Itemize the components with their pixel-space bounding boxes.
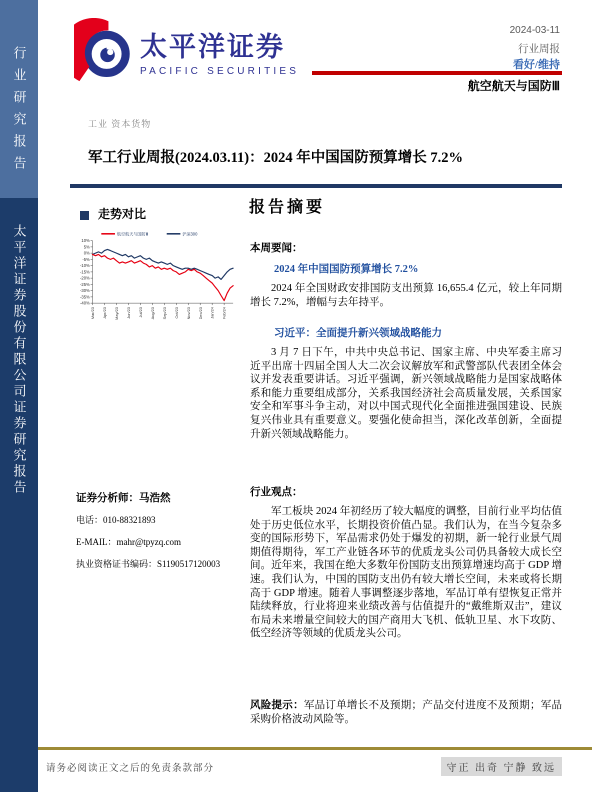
analyst-phone: 电话：010-88321893 bbox=[76, 515, 156, 525]
svg-text:-35%: -35% bbox=[79, 294, 90, 300]
risk-warning bbox=[250, 699, 562, 727]
news1-title: 2024 年中国国防预算增长 7.2% bbox=[274, 264, 419, 275]
section-bullet-square bbox=[80, 211, 89, 220]
news1-body: 2024 年全国财政安排国防支出预算 16,655.4 亿元，较上年同期增长 7.2%，增幅与去年持平。 bbox=[250, 283, 562, 308]
svg-text:Aug/23: Aug/23 bbox=[149, 307, 155, 320]
logo-name-en: PACIFIC SECURITIES bbox=[140, 66, 300, 77]
footer-gold-rule bbox=[38, 747, 592, 750]
analyst-email: E-MAIL：mahr@tpyzq.com bbox=[76, 537, 182, 547]
svg-text:Jun/23: Jun/23 bbox=[125, 307, 131, 319]
svg-text:Jan/24: Jan/24 bbox=[209, 307, 215, 319]
svg-text:-15%: -15% bbox=[79, 269, 90, 275]
industry-view-body: 军工板块 2024 年初经历了较大幅度的调整，目前行业平均估值处于历史低位水平，长期投资价值凸显。我们认为，在当今复杂多变的国际形势下，军品需求仍处于爆发的初期，新一轮行业景气周期值得期待，军工产业链各环节的优质龙头公司仍具备较大成长空间。近年来，我国在绝大多数年份国防支出预算增速均高于 GDP 增速。我们认为，中国的国防支出仍有较大增长空间，未来或将长期高于 GDP 增速。随着人事调整逐步落地，军品订单有望恢复正常并陆续释放，行业将迎来业绩改善与估值提升的“戴维斯双击”，建议布局未来增量空间较大的国产商用大飞机、低轨卫星、水下攻防、低空经济等领域的优质龙头公司。 bbox=[250, 506, 562, 640]
svg-text:May/23: May/23 bbox=[114, 307, 120, 320]
weekly-news-label: 本周要闻： bbox=[250, 243, 303, 254]
analyst-license: 执业资格证书编码：S1190517120003 bbox=[76, 559, 221, 569]
risk-warning-body: 军品订单增长不及预期；产品交付进度不及预期；军品采购价格波动风险等。 bbox=[250, 700, 563, 725]
svg-text:Feb/24: Feb/24 bbox=[221, 307, 227, 320]
industry-view-label: 行业观点： bbox=[250, 487, 303, 498]
analyst-name: 证券分析师：马浩然 bbox=[76, 493, 171, 504]
news2-title: 习近平：全面提升新兴领域战略能力 bbox=[274, 328, 442, 339]
svg-text:-5%: -5% bbox=[82, 256, 90, 262]
rating-badge: 看好/维持 bbox=[512, 59, 560, 71]
sidebar-top-band bbox=[0, 0, 38, 198]
industry-category: 工业 资本货物 bbox=[88, 119, 152, 129]
svg-text:Sep/23: Sep/23 bbox=[161, 307, 167, 320]
svg-text:-20%: -20% bbox=[79, 275, 90, 281]
logo-text-block bbox=[140, 34, 299, 77]
sidebar-bottom-label: 太平洋证券股份有限公司证券研究报告 bbox=[11, 224, 27, 496]
svg-text:航空航天与国防Ⅲ: 航空航天与国防Ⅲ bbox=[116, 231, 149, 237]
news2-body: 3 月 7 日下午，中共中央总书记、国家主席、中央军委主席习近平出席十四届全国人大二次会议解放军和武警部队代表团全体会议并发表重要讲话。习近平强调，新兴领域战略能力是国家战略体系和能力重要组成部分，关系我国经济社会高质量发展，关系国家安全和军事斗争主动，对以中国式现代化全面推进强国建设、民族复兴伟业具有重要意义。要强化使命担当，深化改革创新，全面提升新兴领域战略能力。 bbox=[250, 347, 562, 440]
svg-text:Oct/23: Oct/23 bbox=[173, 307, 179, 319]
red-divider-rule bbox=[312, 71, 562, 75]
footer-motto: 守正 出奇 宁静 致远 bbox=[441, 757, 563, 776]
svg-text:Dec/23: Dec/23 bbox=[197, 307, 203, 320]
svg-text:10%: 10% bbox=[81, 238, 90, 244]
risk-warning-label: 风险提示： bbox=[250, 700, 304, 711]
industry-name: 航空航天与国防Ⅲ bbox=[467, 79, 560, 93]
navy-divider-rule bbox=[70, 184, 562, 188]
svg-text:5%: 5% bbox=[83, 244, 90, 250]
svg-text:-40%: -40% bbox=[79, 300, 90, 306]
svg-text:-30%: -30% bbox=[79, 288, 90, 294]
company-logo bbox=[74, 18, 299, 93]
analyst-block bbox=[76, 490, 246, 579]
sidebar-bottom-band bbox=[0, 198, 38, 792]
svg-text:Jul/23: Jul/23 bbox=[137, 307, 143, 318]
svg-text:沪深300: 沪深300 bbox=[182, 231, 198, 237]
trend-chart-title: 走势对比 bbox=[98, 207, 147, 221]
svg-text:0%: 0% bbox=[83, 250, 90, 256]
svg-text:-10%: -10% bbox=[79, 263, 90, 269]
svg-text:Apr/23: Apr/23 bbox=[102, 307, 108, 319]
svg-text:Mar/23: Mar/23 bbox=[90, 307, 96, 320]
sidebar-top-label: 行业研究报告 bbox=[11, 46, 27, 178]
svg-text:-25%: -25% bbox=[79, 281, 90, 287]
summary-heading: 报告摘要 bbox=[249, 199, 326, 216]
report-date: 2024-03-11 bbox=[509, 25, 560, 36]
svg-text:Nov/23: Nov/23 bbox=[185, 307, 191, 320]
report-type: 行业周报 bbox=[518, 44, 560, 55]
pacific-securities-logo-icon bbox=[74, 18, 132, 93]
logo-name-cn: 太平洋证券 bbox=[140, 32, 285, 62]
trend-chart-svg bbox=[72, 226, 238, 333]
footer-disclaimer: 请务必阅读正文之后的免责条款部分 bbox=[46, 764, 215, 774]
report-title: 军工行业周报(2024.03.11)：2024 年中国国防预算增长 7.2% bbox=[88, 150, 463, 166]
